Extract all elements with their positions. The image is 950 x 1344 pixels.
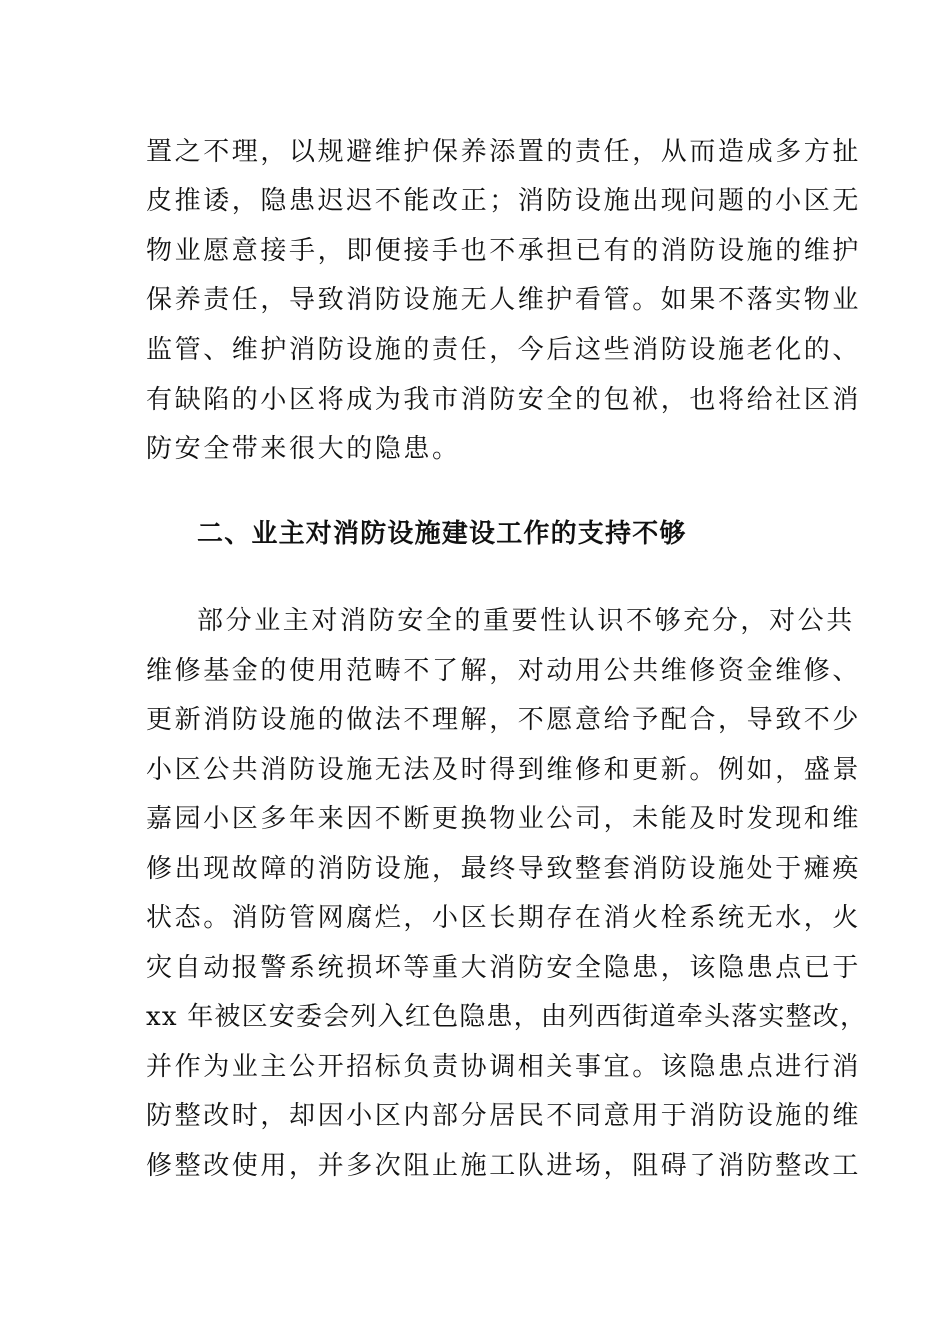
- paragraph-line: 灾自动报警系统损坏等重大消防安全隐患，该隐患点已于: [146, 953, 862, 983]
- section-heading: 二、业主对消防设施建设工作的支持不够: [197, 519, 687, 549]
- paragraph-line: 置之不理，以规避维护保养添置的责任，从而造成多方扯: [146, 137, 862, 167]
- paragraph-line: 并作为业主公开招标负责协调相关事宜。该隐患点进行消: [146, 1052, 862, 1082]
- paragraph-line: 皮推诿，隐患迟迟不能改正；消防设施出现问题的小区无: [146, 186, 862, 216]
- paragraph-line: 防安全带来很大的隐患。: [146, 434, 461, 464]
- paragraph-line: 修整改使用，并多次阻止施工队进场，阻碍了消防整改工: [146, 1151, 862, 1181]
- paragraph-line: 物业愿意接手，即便接手也不承担已有的消防设施的维护: [146, 236, 862, 266]
- paragraph-line: 状态。消防管网腐烂，小区长期存在消火栓系统无水，火: [146, 903, 862, 933]
- paragraph-line: 修出现故障的消防设施，最终导致整套消防设施处于瘫痪: [146, 854, 862, 884]
- paragraph-line: xx 年被区安委会列入红色隐患，由列西街道牵头落实整改，: [146, 1002, 868, 1032]
- paragraph-line: 小区公共消防设施无法及时得到维修和更新。例如，盛景: [146, 755, 862, 785]
- paragraph-line: 维修基金的使用范畴不了解，对动用公共维修资金维修、: [146, 656, 862, 686]
- paragraph-line: 更新消防设施的做法不理解，不愿意给予配合，导致不少: [146, 705, 862, 735]
- paragraph-line: 保养责任，导致消防设施无人维护看管。如果不落实物业: [146, 285, 862, 315]
- paragraph-line: 有缺陷的小区将成为我市消防安全的包袱，也将给社区消: [146, 385, 862, 415]
- paragraph-line: 监管、维护消防设施的责任，今后这些消防设施老化的、: [146, 335, 862, 365]
- paragraph-line: 嘉园小区多年来因不断更换物业公司，未能及时发现和维: [146, 804, 862, 834]
- paragraph-line: 防整改时，却因小区内部分居民不同意用于消防设施的维: [146, 1101, 862, 1131]
- paragraph-line: 部分业主对消防安全的重要性认识不够充分，对公共: [197, 606, 855, 636]
